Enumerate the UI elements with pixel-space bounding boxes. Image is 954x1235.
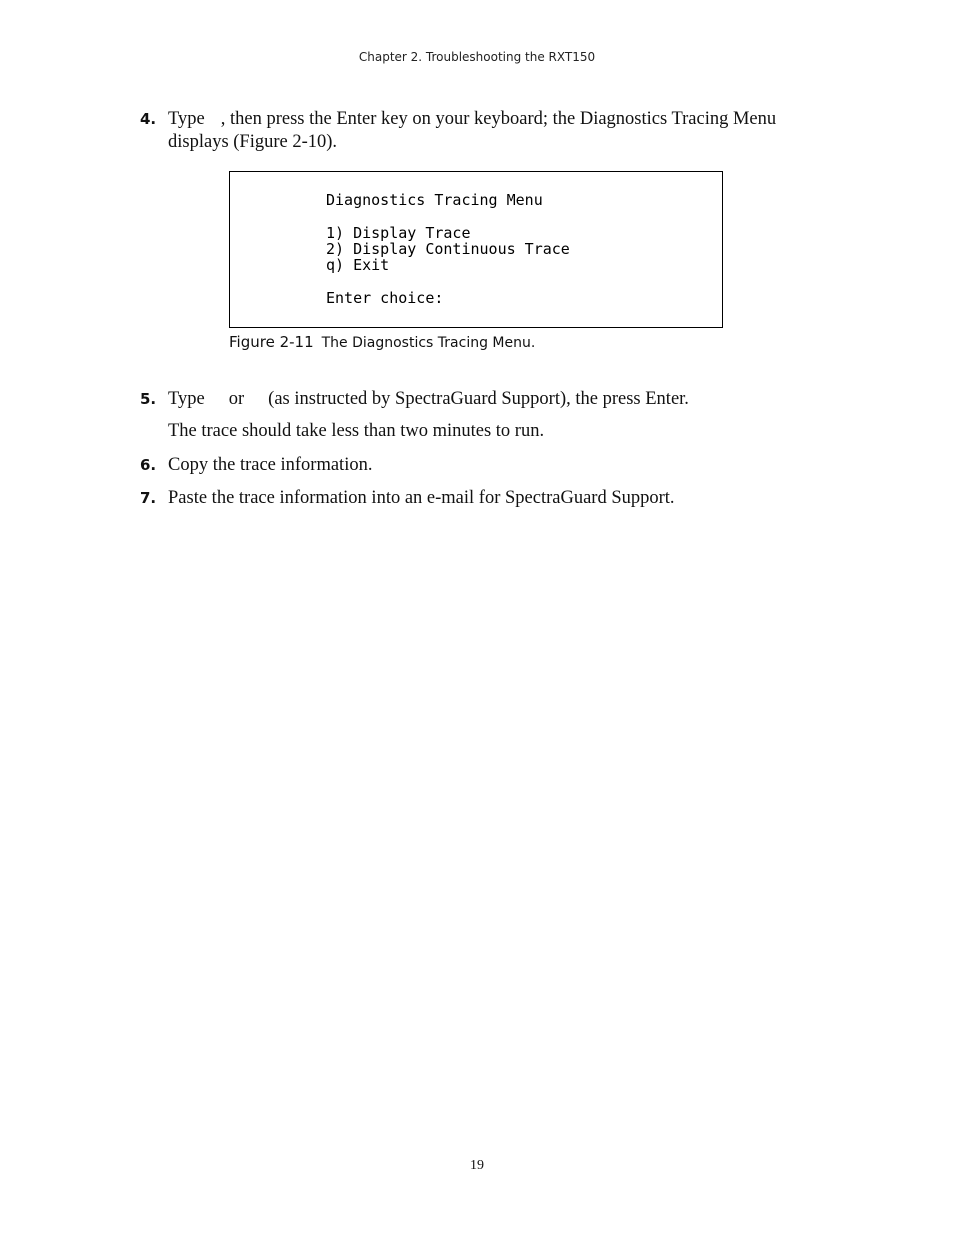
menu-title: Diagnostics Tracing Menu — [326, 191, 543, 209]
menu-prompt: Enter choice: — [326, 289, 444, 307]
step-number: 7. — [140, 489, 157, 507]
step-text: Paste the trace information into an e-mail for SpectraGuard Support. — [168, 488, 675, 508]
step-5-note: The trace should take less than two minutes to run. — [168, 421, 545, 441]
page-number: 19 — [470, 1158, 484, 1173]
step-text: , then press the Enter key on your keyboard; the Diagnostics Tracing Menu displays (Figure 2-10). — [168, 109, 777, 152]
step-text: (as instructed by SpectraGuard Support), the press Enter. — [268, 389, 689, 409]
figure-caption — [229, 333, 535, 351]
menu-option-continuous-trace: 2) Display Continuous Trace — [326, 240, 570, 258]
step-7 — [140, 487, 820, 510]
step-number: 5. — [140, 390, 157, 408]
step-number: 4. — [140, 110, 157, 128]
step-text: Type — [168, 109, 205, 129]
step-text: Copy the trace information. — [168, 455, 373, 475]
figure-caption-text: The Diagnostics Tracing Menu. — [321, 335, 536, 351]
step-5 — [140, 388, 820, 411]
menu-option-display-trace: 1) Display Trace — [326, 224, 471, 242]
step-6 — [140, 454, 820, 477]
step-text: or — [228, 389, 245, 409]
step-4 — [140, 108, 820, 154]
step-number: 6. — [140, 456, 157, 474]
figure-label: Figure 2-11 — [229, 333, 314, 351]
step-text: Type — [168, 389, 205, 409]
diagnostics-menu-screenshot — [229, 171, 723, 328]
running-head: Chapter 2. Troubleshooting the RXT150 — [358, 50, 596, 64]
menu-option-exit: q) Exit — [326, 256, 390, 274]
